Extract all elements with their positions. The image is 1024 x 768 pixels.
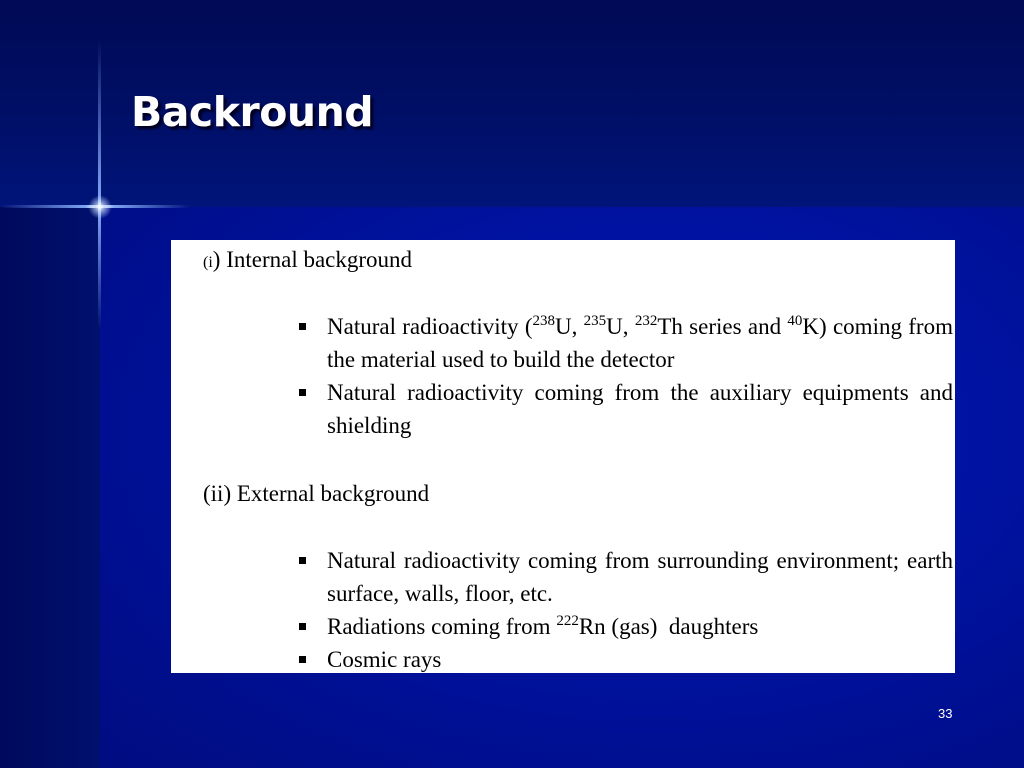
external-background-heading: (ii) External background xyxy=(203,481,430,506)
page-number: 33 xyxy=(938,706,953,721)
isotope-mass-number: 235 xyxy=(583,313,607,329)
isotope-mass-number: 238 xyxy=(532,313,555,329)
external-bullet-list xyxy=(299,544,953,676)
bullet-text: Rn (gas) daughters xyxy=(578,614,759,639)
bullet-text: Radiations coming from xyxy=(327,614,557,639)
bullet-text: Th series and xyxy=(657,314,788,339)
bullet-text: U, xyxy=(554,314,584,339)
bullet-text: K) coming from the material used to build the detector xyxy=(327,314,953,372)
slide-title: Backround xyxy=(131,88,374,136)
heading-numeral: (i xyxy=(203,254,213,271)
bullet-text: Cosmic rays xyxy=(327,647,442,672)
internal-background-heading xyxy=(203,243,412,279)
list-item xyxy=(299,544,953,610)
left-panel-background xyxy=(0,207,100,768)
square-bullet-icon xyxy=(299,557,306,564)
content-box xyxy=(171,240,955,673)
isotope-mass-number: 40 xyxy=(787,313,803,329)
square-bullet-icon xyxy=(299,623,306,630)
square-bullet-icon xyxy=(299,389,306,396)
internal-bullet-list xyxy=(299,310,953,442)
list-item xyxy=(299,610,953,643)
list-item xyxy=(299,376,953,442)
sparkle-star-icon xyxy=(88,195,112,219)
list-item xyxy=(299,643,953,676)
square-bullet-icon xyxy=(299,323,306,330)
heading-text: ) Internal background xyxy=(212,247,413,272)
square-bullet-icon xyxy=(299,656,306,663)
sparkle-vertical-ray xyxy=(98,40,101,330)
bullet-text: Natural radioactivity ( xyxy=(327,314,533,339)
bullet-text: Natural radioactivity coming from surrounding environment; earth surface, walls, floor, etc. xyxy=(327,548,953,606)
isotope-mass-number: 222 xyxy=(556,613,579,629)
list-item xyxy=(299,310,953,376)
isotope-mass-number: 232 xyxy=(634,313,658,329)
bullet-text: U, xyxy=(606,314,635,339)
bullet-text: Natural radioactivity coming from the auxiliary equipments and shielding xyxy=(327,380,953,438)
